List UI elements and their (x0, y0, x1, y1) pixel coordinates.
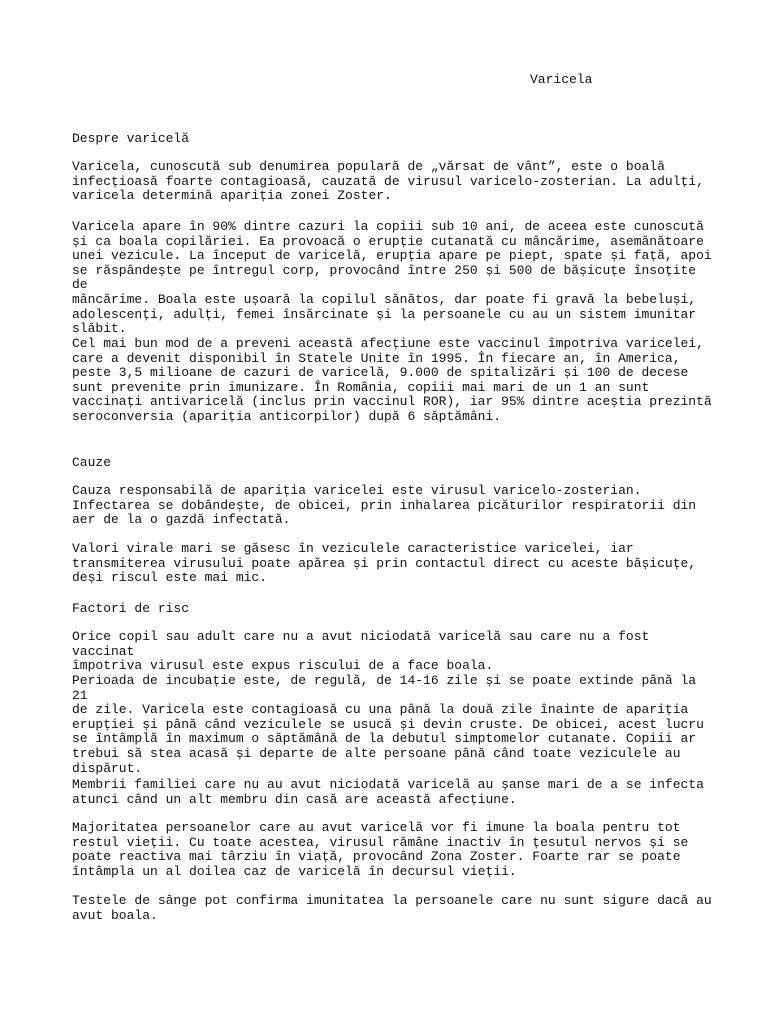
paragraph: Cauza responsabilă de apariția varicelei este virusul varicelo-zosterian. Infectarea se dobândește, de obicei, prin inhalarea picăturilor respiratorii din aer de la o gazdă infectată. (72, 483, 697, 528)
section-heading-cauze: Cauze (72, 455, 112, 470)
paragraph: Orice copil sau adult care nu a avut niciodată varicelă sau care nu a fost vaccinat împotriva virusul este expus riscului de a face boala. (72, 629, 650, 674)
document-title: Varicela (530, 72, 593, 87)
paragraph: Membrii familiei care nu au avut niciodată varicelă au șanse mari de a se infecta atunci când un alt membru din casă are această afecțiune. (72, 777, 704, 807)
paragraph: Varicela apare în 90% dintre cazuri la copiii sub 10 ani, de aceea este cunoscută și ca boala copilăriei. Ea provoacă o erupție cutanată cu mâncărime, asemănătoare unei vezicule. La început de varicelă, erupția apare pe piept, spate și față, apoi se răspândește pe întregul corp, provocând între 250 și 500 de bășicuțe însoțite de mâncărime. Boala este ușoară la copilul sănătos, dar poate fi gravă la bebeluși, adolescenți, adulți, femei însărcinate și la persoanele cu au un sistem imunitar slăbit. (72, 219, 712, 337)
paragraph: Majoritatea persoanelor care au avut varicelă vor fi imune la boala pentru tot restul vieții. Cu toate acestea, virusul rămâne inactiv în țesutul nervos și se poate reactiva mai târziu în viață, provocând Zona Zoster. Foarte rar se poate întâmpla un al doilea caz de varicelă în decursul vieții. (72, 820, 689, 879)
section-heading-factori-de-risc: Factori de risc (72, 601, 190, 616)
paragraph: Cel mai bun mod de a preveni această afecțiune este vaccinul împotriva varicelei, care a devenit disponibil în Statele Unite în 1995. În fiecare an, în America, peste 3,5 milioane de cazuri de varicelă, 9.000 de spitalizări și 100 de decese sunt prevenite prin imunizare. În România, copiii mai mari de un 1 an sunt vaccinați antivaricelă (inclus prin vaccinul ROR), iar 95% dintre aceștia prezintă seroconversia (apariția anticorpilor) după 6 săptămâni. (72, 336, 712, 424)
section-heading-despre-varicela: Despre varicelă (72, 131, 190, 146)
paragraph: Varicela, cunoscută sub denumirea populară de „vărsat de vânt”, este o boală infecțioasă foarte contagioasă, cauzată de virusul varicelo-zosterian. La adulți, varicela determină apariția zonei Zoster. (72, 159, 704, 204)
paragraph: Testele de sânge pot confirma imunitatea la persoanele care nu sunt sigure dacă au avut boala. (72, 893, 712, 923)
paragraph: Valori virale mari se găsesc în veziculele caracteristice varicelei, iar transmiterea virusului poate apărea și prin contactul direct cu aceste bășicuțe, deși riscul este mai mic. (72, 541, 697, 586)
paragraph: Perioada de incubație este, de regulă, de 14-16 zile și se poate extinde până la 21 de zile. Varicela este contagioasă cu una până la două zile înainte de apariția erupției și până când veziculele se usucă și devin cruste. De obicei, acest lucru se întâmplă în maximum o săptămână de la debutul simptomelor cutanate. Copiii ar trebui să stea acasă și departe de alte persoane până când toate veziculele au dispărut. (72, 673, 704, 776)
